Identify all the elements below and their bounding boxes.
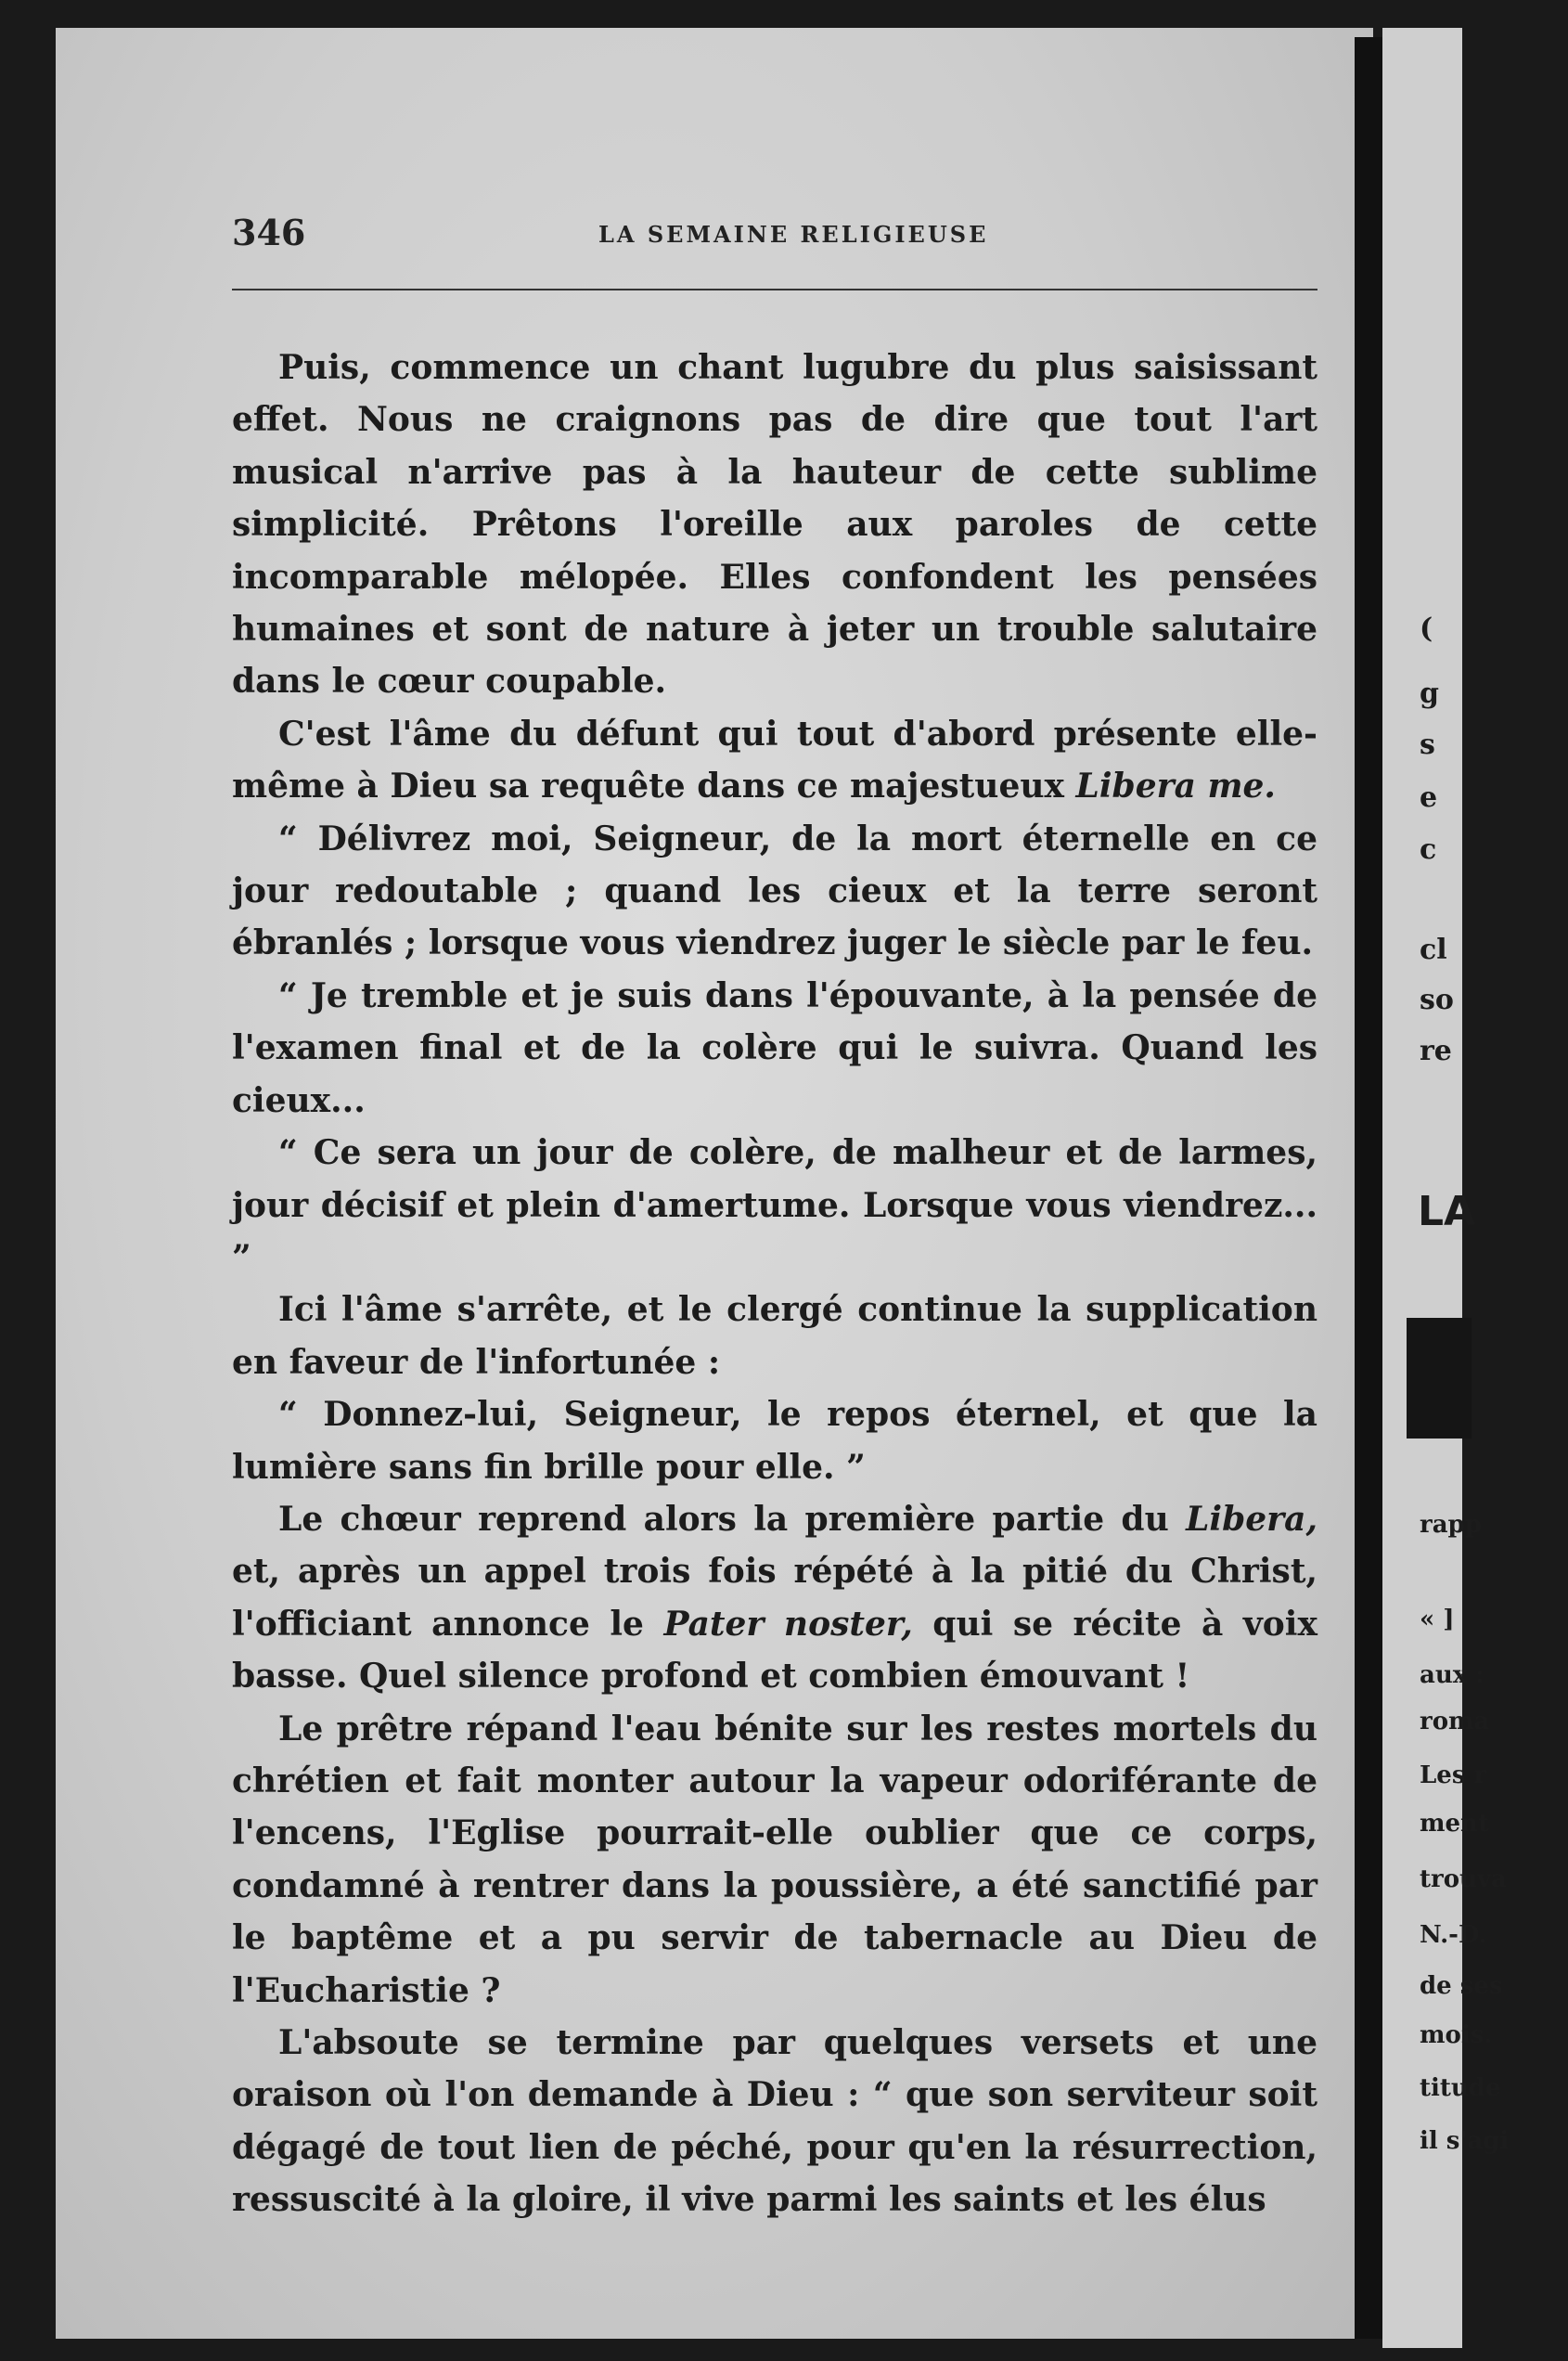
fragment: s	[1420, 729, 1435, 761]
fragment: titude	[1420, 2074, 1501, 2102]
fragment: ment	[1420, 1810, 1489, 1838]
fragment: trouva	[1420, 1865, 1507, 1893]
paragraph: “ Ce sera un jour de colère, de malheur et de larmes, jour décisif et plein d'amertume. Lorsque vous viendrez... ”	[232, 1133, 1317, 1277]
paragraph: Le prêtre répand l'eau bénite sur les restes mortels du chrétien et fait monter autour la vapeur odoriférante de l'encens, l'Eglise pourrait-elle oublier que ce corps, condamné à rentrer dans la poussière, a été sanctifié par le baptême et a pu servir de tabernacle au Dieu de l'Eucharistie ?	[232, 1709, 1317, 2010]
adjacent-page-edge	[1382, 28, 1510, 2348]
italic-libera-me: Libera me.	[1075, 767, 1276, 806]
paragraph-text: et, après un appel trois fois répété à la pitié du Christ, l'officiant annonce le	[232, 1552, 1317, 1644]
fragment: N.-D.	[1420, 1921, 1487, 1949]
header-rule	[232, 289, 1317, 290]
body-text	[232, 342, 1317, 2226]
fragment: Les r	[1420, 1761, 1487, 1789]
fragment: « ]	[1420, 1606, 1455, 1633]
fragment: roma	[1420, 1708, 1490, 1735]
fragment: re	[1420, 1035, 1452, 1067]
fragment: de ses	[1420, 1972, 1503, 2000]
paragraph	[232, 708, 1317, 813]
adjacent-heading: LA	[1418, 1188, 1476, 1235]
fragment: c	[1420, 833, 1437, 866]
fragment: so	[1420, 984, 1454, 1016]
paragraph: “ Délivrez moi, Seigneur, de la mort éternelle en ce jour redoutable ; quand les cieux et la terre seront ébranlés ; lorsque vous viendrez juger le siècle par le feu.	[232, 819, 1317, 963]
paragraph: L'absoute se termine par quelques versets et une oraison où l'on demande à Dieu : “ que son serviteur soit dégagé de tout lien de péché, pour qu'en la résurrection, ressuscité à la gloire, il vive parmi les saints et les élus	[232, 2023, 1317, 2220]
fragment: aux :	[1420, 1661, 1484, 1689]
fragment: g	[1420, 677, 1439, 710]
running-title: LA SEMAINE RELIGIEUSE	[598, 221, 989, 248]
italic-libera: Libera,	[1186, 1499, 1317, 1539]
paragraph: “ Je tremble et je suis dans l'épouvante, à la pensée de l'examen final et de la colère qui le suivra. Quand les cieux...	[232, 975, 1317, 1120]
page-gutter	[1355, 37, 1382, 2339]
paragraph: Ici l'âme s'arrête, et le clergé continue la supplication en faveur de l'infortunée :	[232, 1290, 1317, 1382]
paragraph-text: C'est l'âme du défunt qui tout d'abord présente elle-même à Dieu sa requête dans ce majestueux	[232, 714, 1317, 806]
paragraph: Puis, commence un chant lugubre du plus saisissant effet. Nous ne craignons pas de dire que tout l'art musical n'arrive pas à la hauteur de cette sublime simplicité. Prêtons l'oreille aux paroles de cette incomparable mélopée. Elles confondent les pensées humaines et sont de nature à jeter un trouble salutaire dans le cœur coupable.	[232, 348, 1317, 702]
fragment: rapp	[1420, 1511, 1482, 1539]
paragraph-text: qui se récite à voix basse. Quel silence profond et combien émouvant !	[232, 1604, 1317, 1697]
fragment: (	[1420, 613, 1433, 645]
fragment: cl	[1420, 934, 1447, 966]
paragraph-text: Le chœur reprend alors la première partie du	[278, 1499, 1169, 1539]
paragraph	[232, 1493, 1317, 1703]
page-header	[232, 212, 1322, 258]
paragraph: “ Donnez-lui, Seigneur, le repos éternel, et que la lumière sans fin brille pour elle. ”	[232, 1395, 1317, 1487]
italic-pater-noster: Pater noster,	[663, 1604, 913, 1644]
fragment: e	[1420, 781, 1438, 814]
fragment: il s'agi	[1420, 2127, 1510, 2155]
page-number: 346	[232, 212, 306, 253]
drop-initial-ornament	[1407, 1318, 1472, 1439]
fragment: mois.	[1420, 2021, 1493, 2049]
